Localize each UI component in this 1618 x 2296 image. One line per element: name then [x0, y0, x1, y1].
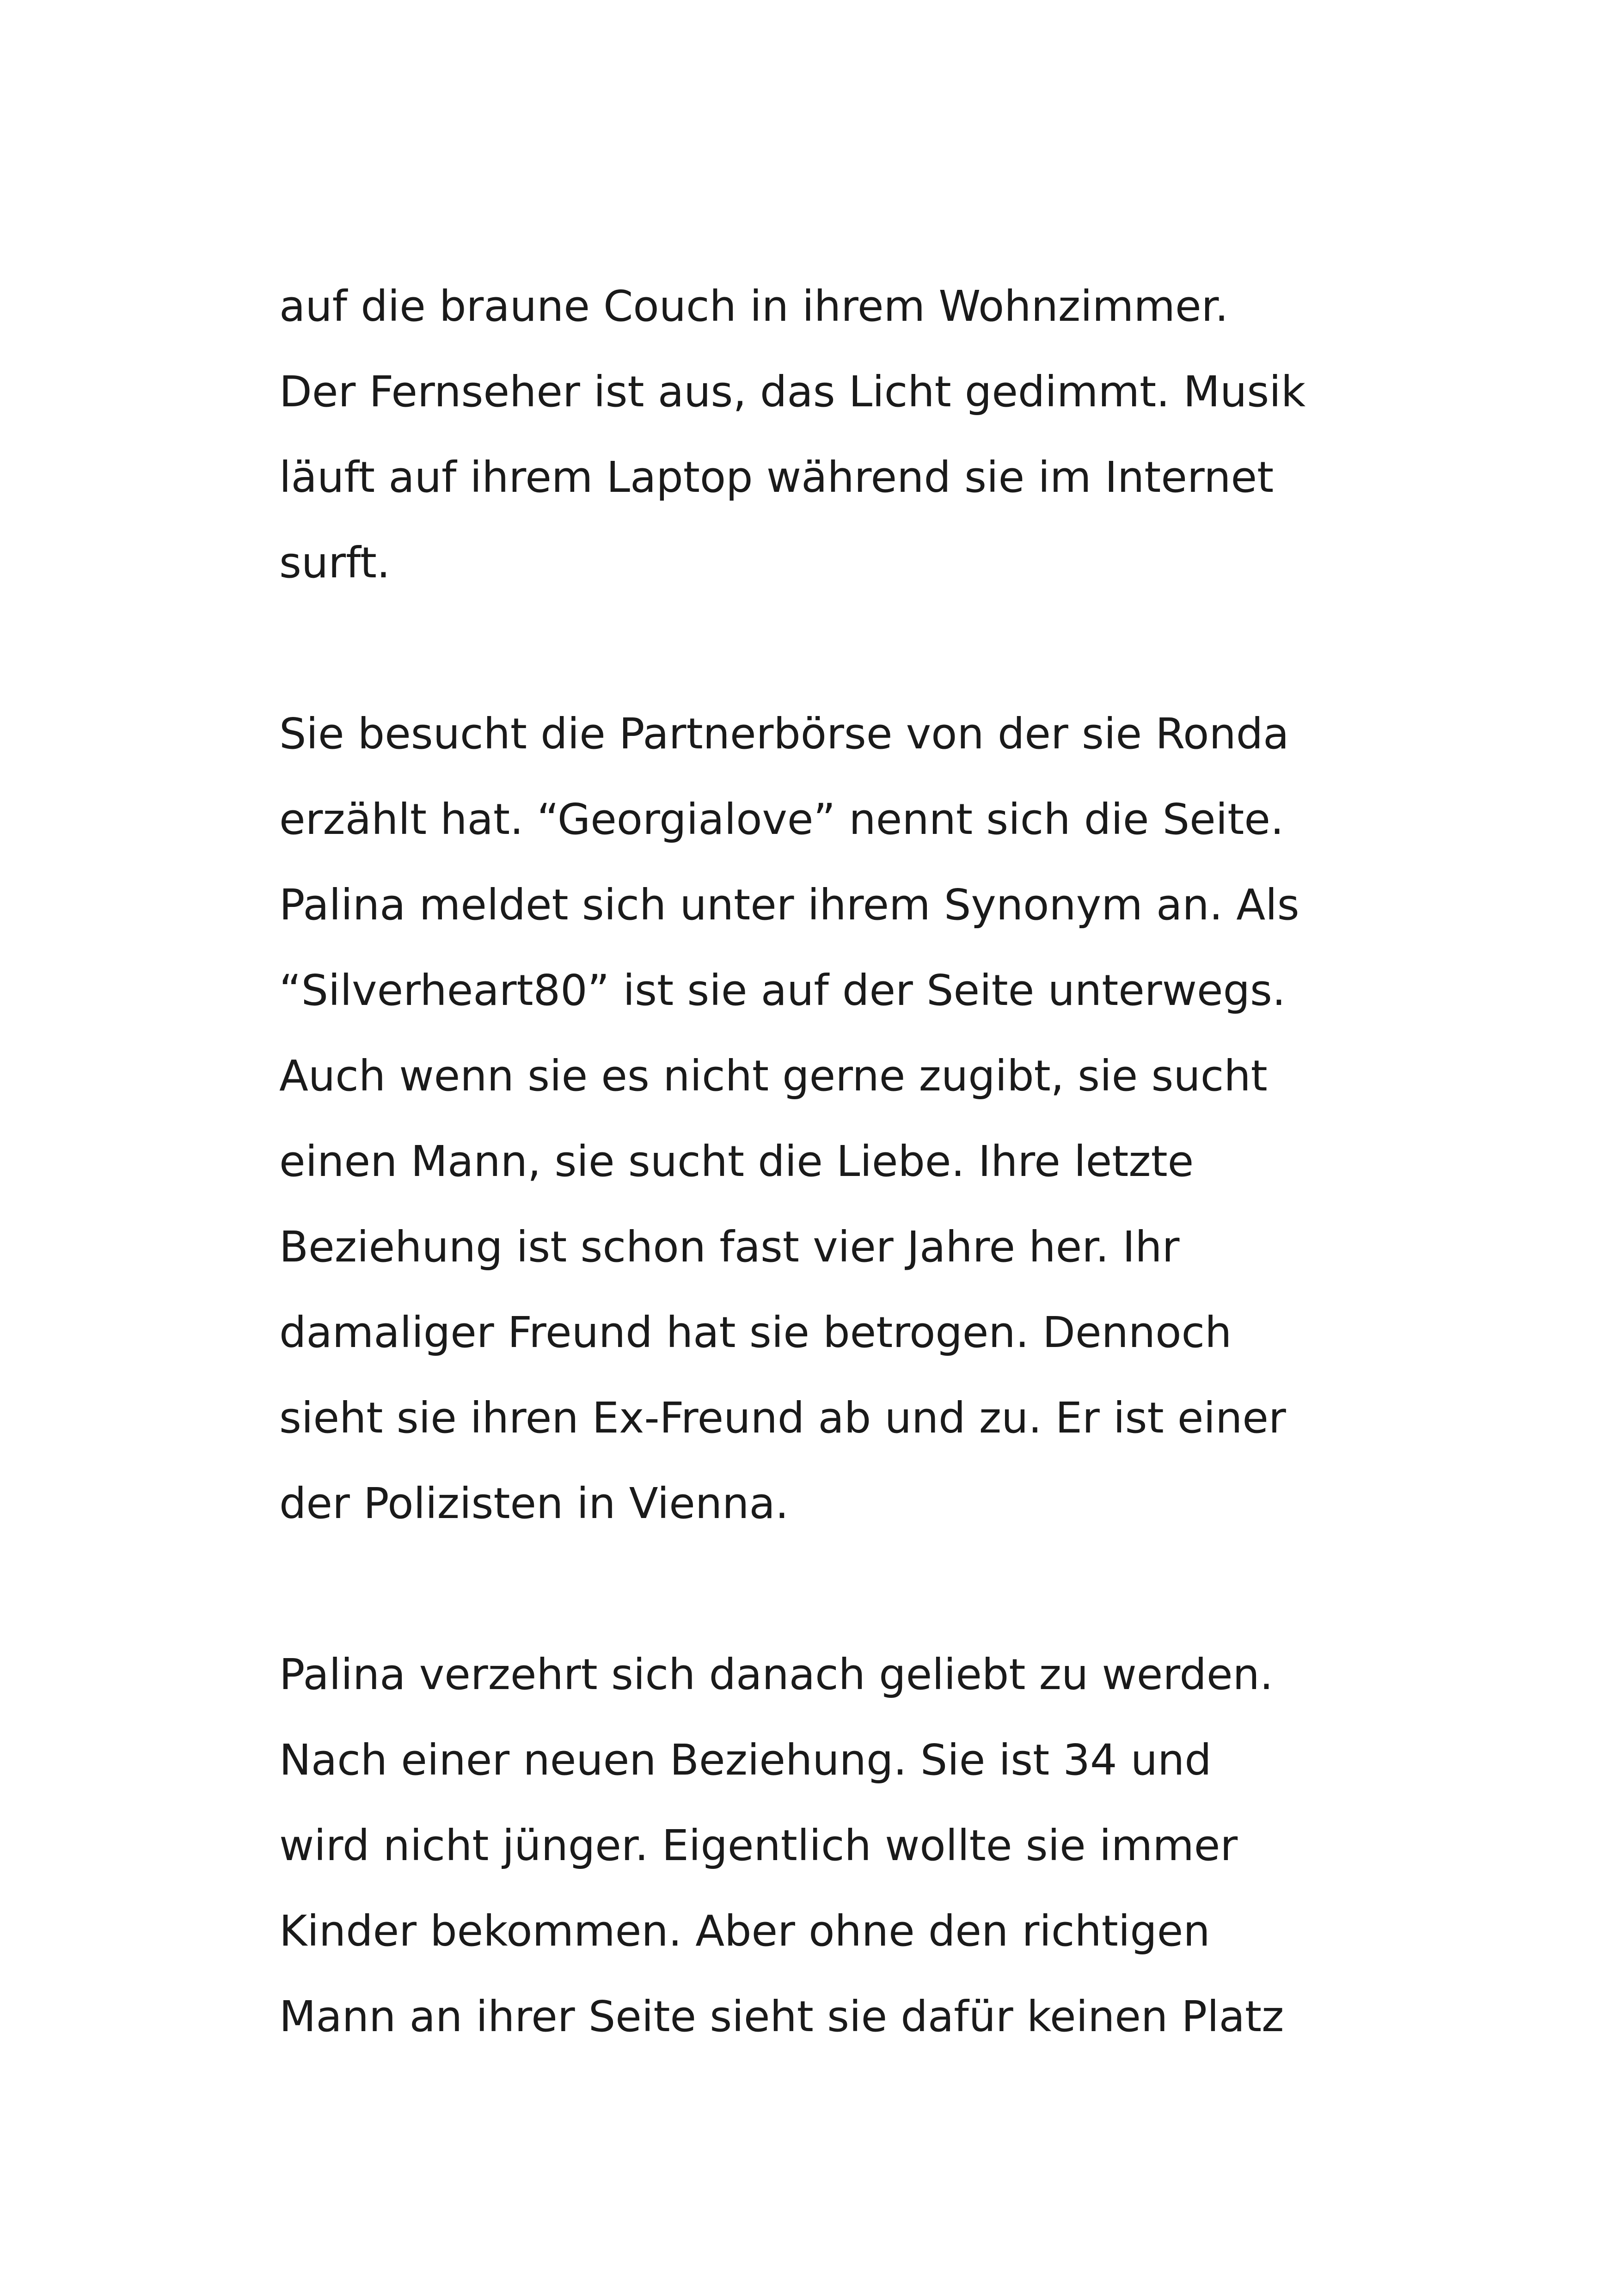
text-line: erzählt hat. “Georgialove” nennt sich die Seite. [279, 795, 1284, 844]
text-line: der Polizisten in Vienna. [279, 1479, 789, 1528]
text-line: “Silverheart80” ist sie auf der Seite unterwegs. [279, 966, 1286, 1015]
paragraph-3 [279, 1632, 1389, 2059]
text-line: Mann an ihrer Seite sieht sie dafür keinen Platz [279, 1992, 1284, 2041]
paragraph-break [279, 606, 1389, 691]
text-line: Palina verzehrt sich danach geliebt zu werden. [279, 1650, 1274, 1699]
text-line: einen Mann, sie sucht die Liebe. Ihre letzte [279, 1137, 1194, 1186]
text-line: auf die braune Couch in ihrem Wohnzimmer. [279, 282, 1229, 331]
text-line: Sie besucht die Partnerbörse von der sie Ronda [279, 709, 1289, 759]
text-line: Auch wenn sie es nicht gerne zugibt, sie sucht [279, 1051, 1268, 1101]
text-line: Palina meldet sich unter ihrem Synonym an. Als [279, 880, 1299, 930]
text-line: Nach einer neuen Beziehung. Sie ist 34 und [279, 1735, 1212, 1785]
paragraph-2 [279, 691, 1389, 1546]
text-line: damaliger Freund hat sie betrogen. Dennoch [279, 1308, 1232, 1357]
text-line: Kinder bekommen. Aber ohne den richtigen [279, 1906, 1210, 1956]
text-line: Beziehung ist schon fast vier Jahre her. Ihr [279, 1222, 1180, 1272]
text-line: Der Fernseher ist aus, das Licht gedimmt. Musik [279, 367, 1306, 416]
paragraph-1 [279, 263, 1389, 606]
paragraph-break [279, 1546, 1389, 1632]
text-line: sieht sie ihren Ex-Freund ab und zu. Er ist einer [279, 1393, 1286, 1443]
text-line: läuft auf ihrem Laptop während sie im Internet [279, 453, 1274, 502]
text-line: wird nicht jünger. Eigentlich wollte sie immer [279, 1821, 1238, 1870]
text-line: surft. [279, 538, 391, 588]
body-text [279, 263, 1389, 2059]
